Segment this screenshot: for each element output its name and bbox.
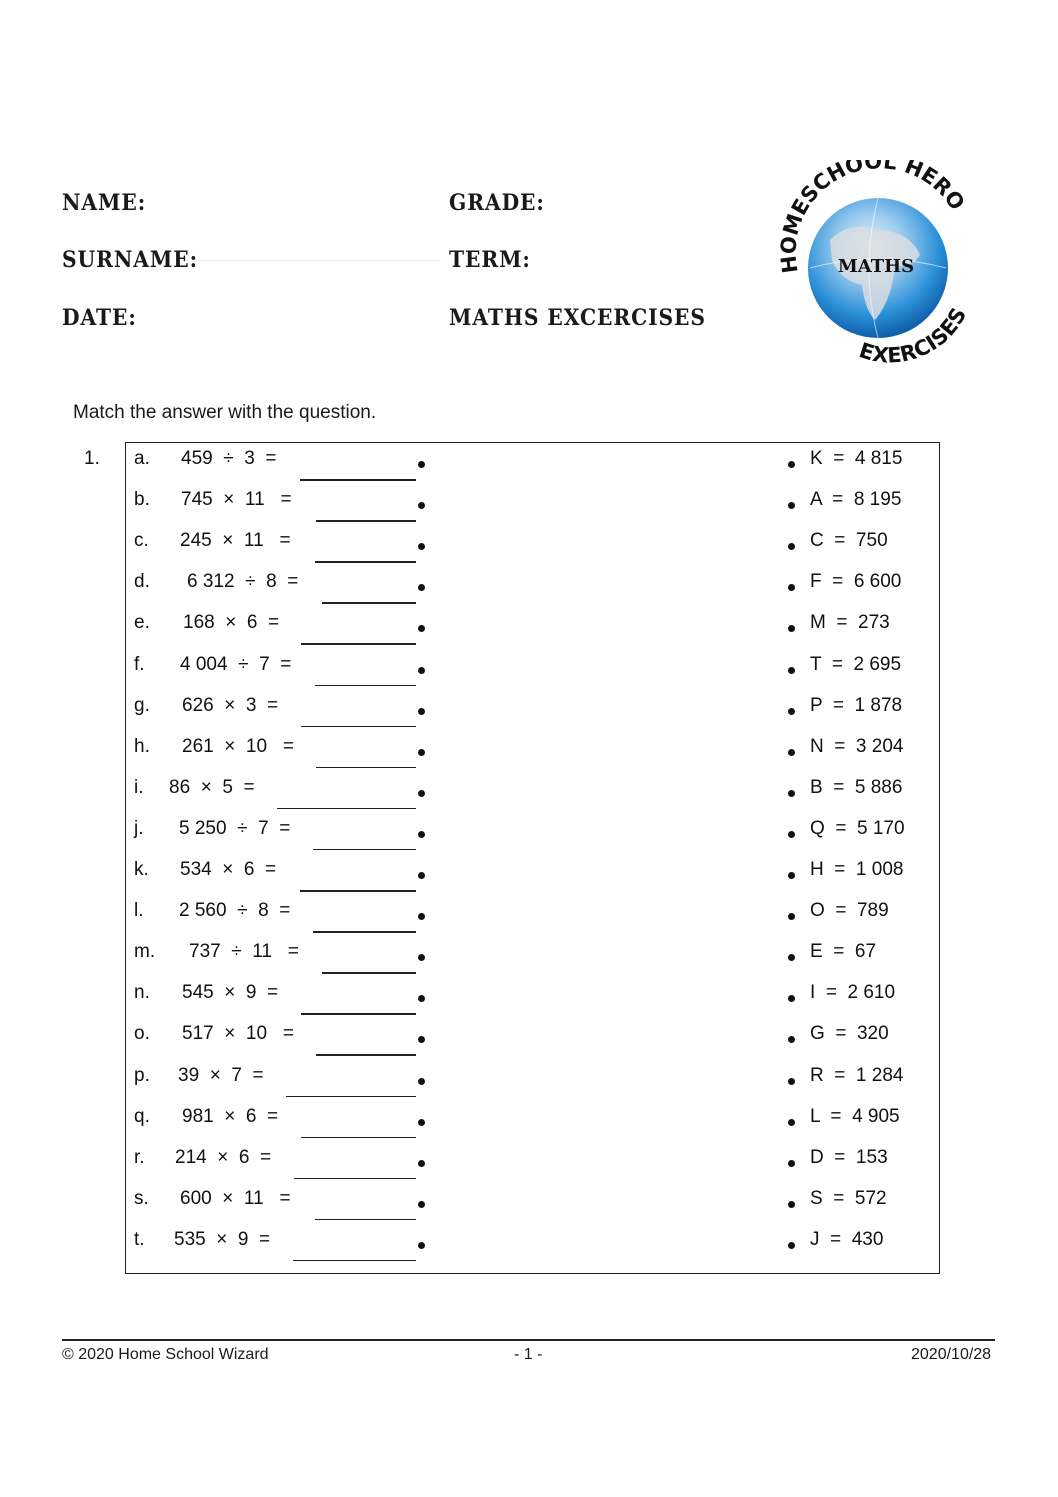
surname-field-line [200,260,440,261]
question-label: a. [134,448,150,469]
question-expression: 737 ÷ 11 = [189,941,299,963]
question-expression: 168 × 6 = [183,612,280,634]
footer-date: 2020/10/28 [911,1346,992,1363]
surname-label: SURNAME: [62,247,198,273]
answer-blank[interactable] [301,643,416,645]
subject-title: MATHS EXCERCISES [449,305,706,331]
question-connector-dot[interactable] [418,790,425,797]
question-expression: 261 × 10 = [182,735,294,757]
question-expression: 745 × 11 = [181,489,292,511]
answer-blank[interactable] [300,479,416,481]
question-label: q. [134,1105,150,1127]
question-connector-dot[interactable] [418,1201,425,1208]
question-label: f. [134,653,145,675]
date-label: DATE: [62,305,137,331]
answer-blank[interactable] [315,1219,416,1221]
name-label: NAME: [62,190,147,216]
question-label: k. [134,859,149,880]
answer-blank[interactable] [316,767,416,769]
answer-option: F = 6 600 [810,571,902,593]
answer-option: Q = 5 170 [810,817,905,839]
answer-option: C = 750 [810,530,888,552]
answer-blank[interactable] [315,561,416,563]
answer-option: M = 273 [810,612,890,634]
question-label: b. [134,489,150,511]
question-label: n. [134,982,150,1004]
question-expression: 545 × 9 = [182,982,279,1004]
question-label: g. [134,694,150,716]
question-number: 1. [84,448,100,469]
answer-blank[interactable] [277,808,416,810]
question-expression: 600 × 11 = [180,1187,291,1209]
answer-blank[interactable] [294,1178,416,1180]
answer-option: T = 2 695 [810,653,902,675]
homeschool-hero-logo [770,160,990,375]
answer-option: H = 1 008 [810,859,904,880]
answer-blank[interactable] [322,972,416,974]
question-label: d. [134,571,150,593]
svg-text:MATHS: MATHS [837,256,915,277]
answer-blank[interactable] [301,1137,416,1139]
question-label: t. [134,1228,145,1250]
answer-option: P = 1 878 [810,694,903,716]
question-connector-dot[interactable] [418,749,425,756]
answer-connector-dot[interactable] [788,1201,795,1208]
question-expression: 86 × 5 = [169,776,255,798]
answer-option: N = 3 204 [810,735,904,757]
question-connector-dot[interactable] [418,461,425,468]
question-label: r. [134,1146,145,1168]
question-label: o. [134,1023,150,1045]
question-connector-dot[interactable] [418,1119,425,1126]
question-label: m. [134,941,156,963]
answer-blank[interactable] [313,849,416,851]
answer-option: G = 320 [810,1023,889,1045]
question-expression: 981 × 6 = [182,1105,279,1127]
question-expression: 459 ÷ 3 = [181,448,277,469]
answer-connector-dot[interactable] [788,461,795,468]
question-connector-dot[interactable] [418,872,425,879]
footer-divider [62,1339,995,1341]
answer-option: S = 572 [810,1187,887,1209]
answer-blank[interactable] [316,1054,416,1056]
question-expression: 39 × 7 = [178,1064,264,1086]
question-label: l. [134,900,144,922]
question-expression: 5 250 ÷ 7 = [179,817,291,839]
question-label: j. [134,817,144,839]
question-expression: 517 × 10 = [182,1023,294,1045]
question-connector-dot[interactable] [418,708,425,715]
answer-option: I = 2 610 [810,982,896,1004]
answer-option: O = 789 [810,900,889,922]
answer-option: E = 67 [810,941,877,963]
answer-connector-dot[interactable] [788,1160,795,1167]
question-expression: 534 × 6 = [180,859,277,880]
answer-connector-dot[interactable] [788,831,795,838]
answer-option: A = 8 195 [810,489,902,511]
grade-label: GRADE: [449,190,545,216]
answer-blank[interactable] [300,890,416,892]
footer-page-number: - 1 - [514,1346,543,1363]
answer-blank[interactable] [301,1013,416,1015]
svg-text:HOMESCHOOL HERO: HOMESCHOOL HERO [776,160,970,275]
answer-option: D = 153 [810,1146,888,1168]
question-label: s. [134,1187,149,1209]
question-label: p. [134,1064,150,1086]
svg-text:EXERCISES: EXERCISES [856,303,972,368]
answer-connector-dot[interactable] [788,749,795,756]
answer-option: L = 4 905 [810,1105,900,1127]
answer-connector-dot[interactable] [788,667,795,674]
question-expression: 626 × 3 = [182,694,279,716]
footer-copyright: © 2020 Home School Wizard [62,1346,269,1363]
answer-connector-dot[interactable] [788,872,795,879]
question-expression: 6 312 ÷ 8 = [187,571,299,593]
answer-blank[interactable] [315,685,416,687]
answer-option: J = 430 [810,1228,884,1250]
answer-blank[interactable] [286,1096,416,1098]
question-connector-dot[interactable] [418,831,425,838]
answer-blank[interactable] [293,1260,416,1262]
question-expression: 535 × 9 = [174,1228,271,1250]
question-label: i. [134,776,144,798]
question-expression: 4 004 ÷ 7 = [180,653,292,675]
answer-connector-dot[interactable] [788,1119,795,1126]
question-expression: 2 560 ÷ 8 = [179,900,291,922]
question-connector-dot[interactable] [418,1078,425,1085]
question-label: e. [134,612,150,634]
term-label: TERM: [449,247,531,273]
answer-option: B = 5 886 [810,776,903,798]
question-connector-dot[interactable] [418,1160,425,1167]
answer-blank[interactable] [322,602,416,604]
answer-connector-dot[interactable] [788,708,795,715]
answer-blank[interactable] [313,931,416,933]
instruction-text: Match the answer with the question. [73,402,377,423]
answer-connector-dot[interactable] [788,1242,795,1249]
globe-icon [770,160,990,375]
answer-option: K = 4 815 [810,448,903,469]
answer-blank[interactable] [316,520,416,522]
question-label: c. [134,530,149,552]
question-connector-dot[interactable] [418,667,425,674]
answer-option: R = 1 284 [810,1064,904,1086]
answer-blank[interactable] [301,726,416,728]
answer-connector-dot[interactable] [788,1078,795,1085]
question-label: h. [134,735,150,757]
answer-connector-dot[interactable] [788,790,795,797]
question-expression: 214 × 6 = [175,1146,272,1168]
question-connector-dot[interactable] [418,1242,425,1249]
question-expression: 245 × 11 = [180,530,291,552]
